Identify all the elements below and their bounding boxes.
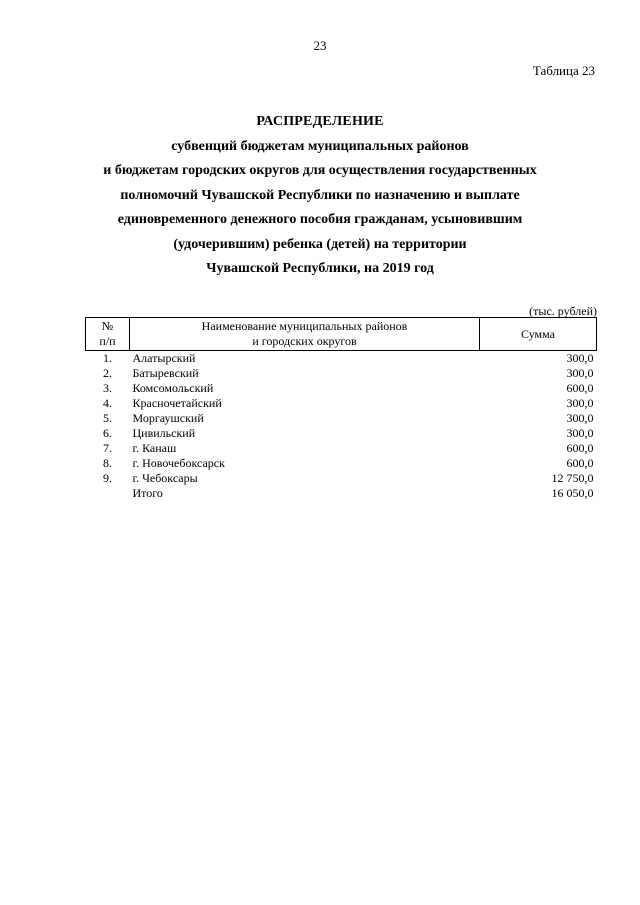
table-row bbox=[86, 441, 597, 456]
row-sum: 300,0 bbox=[566, 396, 594, 410]
title-line: (удочерившим) ребенка (детей) на территории bbox=[173, 236, 467, 252]
row-sum: 600,0 bbox=[566, 381, 594, 395]
table-row bbox=[86, 456, 597, 471]
total-row bbox=[86, 486, 597, 501]
row-name: Комсомольский bbox=[132, 381, 214, 395]
row-number: 5. bbox=[103, 411, 112, 425]
row-name: Цивильский bbox=[132, 426, 196, 440]
row-name: Батыревский bbox=[132, 366, 199, 380]
title-main: РАСПРЕДЕЛЕНИЕ bbox=[256, 114, 384, 129]
row-number: 9. bbox=[103, 471, 112, 485]
header-number-line1: № bbox=[101, 319, 114, 333]
table-header bbox=[86, 318, 597, 351]
row-number: 6. bbox=[103, 426, 112, 440]
table-row bbox=[86, 381, 597, 396]
table-row bbox=[86, 471, 597, 486]
table-row bbox=[86, 396, 597, 411]
table-row bbox=[86, 366, 597, 381]
row-name: Красночетайский bbox=[132, 396, 222, 410]
row-sum: 300,0 bbox=[566, 426, 594, 440]
row-name: г. Канаш bbox=[132, 441, 177, 455]
total-number-cell bbox=[86, 486, 130, 501]
row-sum: 300,0 bbox=[566, 411, 594, 425]
row-sum: 600,0 bbox=[566, 456, 594, 470]
title-line: единовременного денежного пособия гражданам, усыновившим bbox=[117, 212, 523, 227]
distribution-table bbox=[85, 317, 597, 501]
header-name bbox=[130, 318, 480, 351]
header-sum: Сумма bbox=[480, 318, 597, 351]
title-line: Чувашской Республики, на 2019 год bbox=[206, 261, 434, 276]
page-number: 23 bbox=[313, 38, 327, 53]
header-number-line2: п/п bbox=[99, 334, 116, 348]
table-reference: Таблица 23 bbox=[532, 63, 595, 78]
row-name: Алатырский bbox=[132, 351, 196, 365]
row-sum: 12 750,0 bbox=[551, 471, 594, 485]
row-name: г. Чебоксары bbox=[132, 471, 198, 485]
document-title bbox=[60, 110, 580, 282]
title-line: и бюджетам городских округов для осуществления государственных bbox=[103, 163, 537, 178]
row-name: Моргаушский bbox=[132, 411, 204, 425]
table-row bbox=[86, 351, 597, 367]
row-sum: 300,0 bbox=[566, 366, 594, 380]
header-number bbox=[86, 318, 130, 351]
row-number: 2. bbox=[103, 366, 112, 380]
table-body bbox=[86, 351, 597, 502]
row-number: 3. bbox=[103, 381, 112, 395]
units-label: (тыс. рублей) bbox=[529, 304, 597, 318]
row-sum: 600,0 bbox=[566, 441, 594, 455]
row-number: 8. bbox=[103, 456, 112, 470]
row-number: 7. bbox=[103, 441, 112, 455]
row-name: г. Новочебоксарск bbox=[132, 456, 225, 470]
header-name-line2: и городских округов bbox=[252, 334, 357, 348]
row-sum: 300,0 bbox=[566, 351, 594, 365]
table-row bbox=[86, 426, 597, 441]
row-number: 4. bbox=[103, 396, 112, 410]
total-sum: 16 050,0 bbox=[551, 486, 594, 500]
title-line: субвенций бюджетам муниципальных районов bbox=[171, 138, 469, 154]
title-line: полномочий Чувашской Республики по назначению и выплате bbox=[120, 187, 520, 203]
header-name-line1: Наименование муниципальных районов bbox=[201, 319, 408, 333]
total-label: Итого bbox=[132, 486, 163, 500]
header-row bbox=[86, 318, 597, 351]
table-row bbox=[86, 411, 597, 426]
row-number: 1. bbox=[103, 351, 112, 365]
